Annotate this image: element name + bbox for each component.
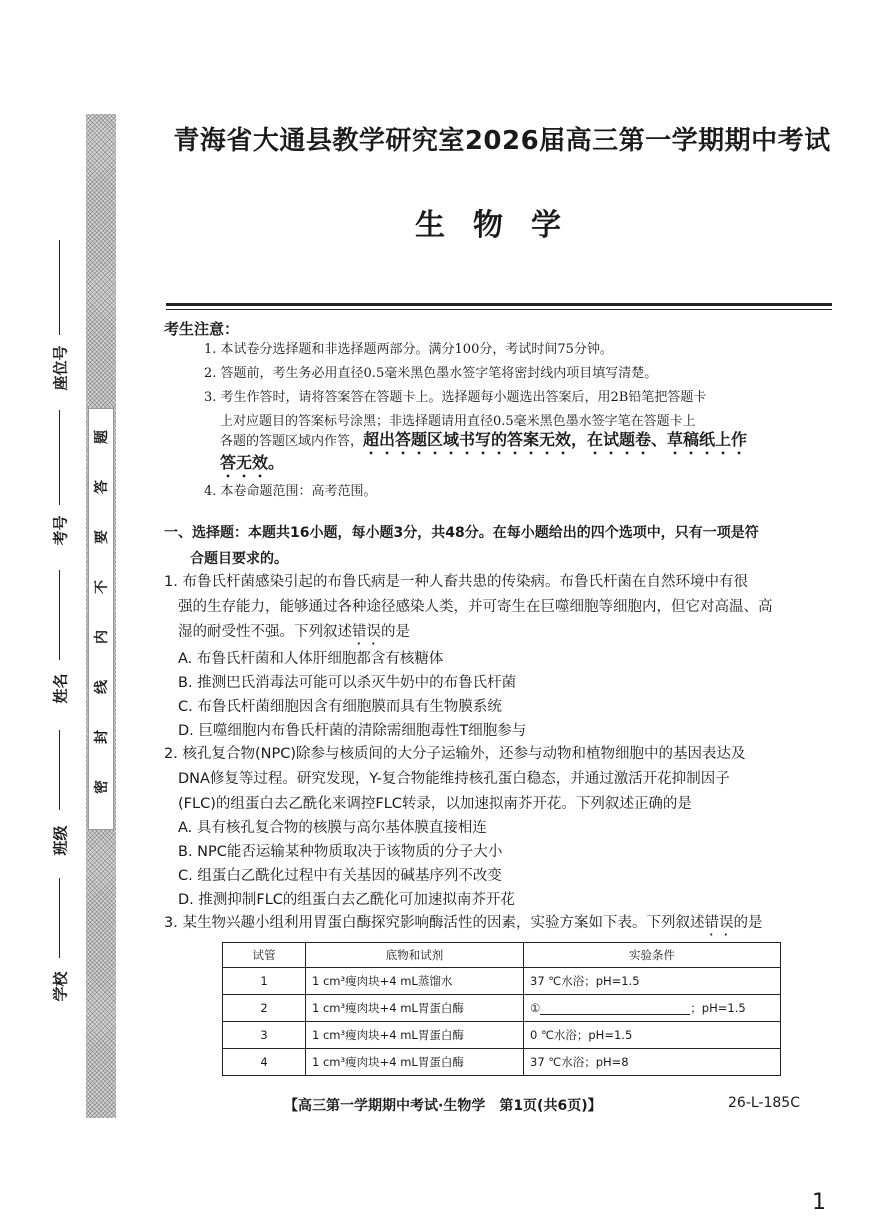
seal-char: 不 (94, 580, 110, 594)
notice-heading: 考生注意： (164, 320, 240, 338)
notice-emphasis: 超出答题区域书写的答案无效，在试题卷、草稿纸上作 (363, 430, 748, 449)
footer-info: 【高三第一学期期中考试·生物学 第1页(共6页)】 (284, 1098, 602, 1114)
experiment-table (222, 942, 781, 1076)
question-1 (164, 570, 834, 648)
name-label: 姓名 (51, 673, 70, 704)
tube-cell: 1 (223, 968, 306, 995)
header-rule (166, 303, 832, 306)
column-header: 底物和试剂 (306, 943, 524, 968)
seal-char: 封 (94, 730, 110, 744)
subject-title: 生物学 (415, 208, 589, 243)
blank-marker: ① (530, 1001, 541, 1015)
table-row (223, 968, 781, 995)
seal-char: 要 (94, 530, 110, 544)
seal-notice (88, 408, 114, 830)
question-line: 1. 布鲁氏杆菌感染引起的布鲁氏病是一种人畜共患的传染病。布鲁氏杆菌在自然环境中有很 (164, 574, 748, 590)
class-field[interactable] (40, 730, 80, 860)
section-heading-line: 一、选择题：本题共16小题，每小题3分，共48分。在每小题给出的四个选项中，只有一项是符 (164, 525, 759, 541)
exam-no-blank-line[interactable] (59, 410, 60, 505)
question-line (164, 620, 834, 648)
question-line: DNA修复等过程。研究发现，Y-复合物能维持核孔蛋白稳态，并通过激活开花抑制因子 (178, 771, 730, 787)
emphasis-word: 错误 (352, 624, 381, 640)
option-a[interactable]: A. 布鲁氏杆菌和人体肝细胞都含有核糖体 (178, 651, 444, 667)
question-text: 的是 (733, 915, 763, 931)
header-rule (166, 309, 832, 310)
fill-blank[interactable] (540, 1002, 690, 1015)
question-text: 3. 某生物兴趣小组利用胃蛋白酶探究影响酶活性的因素，实验方案如下表。下列叙述 (164, 915, 705, 931)
seat-label: 座位号 (51, 345, 70, 391)
option-b[interactable]: B. 推测巴氏消毒法可能可以杀灭牛奶中的布鲁氏杆菌 (178, 675, 517, 691)
section-heading-line: 合题目要求的。 (190, 551, 288, 567)
notice-item (204, 386, 834, 410)
name-blank-line[interactable] (59, 570, 60, 660)
question-2 (164, 742, 834, 817)
column-header: 试管 (223, 943, 306, 968)
question-line: (FLC)的组蛋白去乙酰化来调控FLC转录，以加速拟南芥开花。下列叙述正确的是 (178, 796, 692, 812)
notice-item: 4. 本卷命题范围：高考范围。 (204, 484, 377, 499)
option-b[interactable]: B. NPC能否运输某种物质取决于该物质的分子大小 (178, 844, 503, 860)
table-row (223, 995, 781, 1022)
seal-char: 线 (94, 680, 110, 694)
school-field[interactable] (40, 878, 80, 1008)
condition-cell: 37 ℃水浴；pH=8 (524, 1049, 781, 1076)
reagent-cell: 1 cm³瘦肉块+4 mL蒸馏水 (306, 968, 524, 995)
section-heading (164, 520, 834, 572)
condition-cell: 0 ℃水浴；pH=1.5 (524, 1022, 781, 1049)
exam-no-field[interactable] (40, 410, 80, 560)
notice-text: 各题的答题区域内作答， (220, 434, 364, 449)
table-row (223, 1022, 781, 1049)
option-c[interactable]: C. 布鲁氏杆菌细胞因含有细胞膜而具有生物膜系统 (178, 699, 502, 715)
question-3 (164, 911, 834, 939)
page-number: 1 (812, 1190, 826, 1215)
option-a[interactable]: A. 具有核孔复合物的核膜与高尔基体膜直接相连 (178, 820, 487, 836)
option-d[interactable]: D. 巨噬细胞内布鲁氏杆菌的清除需细胞毒性T细胞参与 (178, 723, 527, 739)
tube-cell: 4 (223, 1049, 306, 1076)
notice-item: 2. 答题前，考生务必用直径0.5毫米黑色墨水签字笔将密封线内项目填写清楚。 (204, 366, 658, 381)
seat-field[interactable] (40, 240, 80, 400)
exam-no-label: 考号 (51, 515, 70, 546)
notice-item: 上对应题目的答案标号涂黑；非选择题请用直径0.5毫米黑色墨水签字笔在答题卡上 (220, 414, 696, 429)
condition-cell (524, 995, 781, 1022)
school-blank-line[interactable] (59, 878, 60, 958)
reagent-cell: 1 cm³瘦肉块+4 mL胃蛋白酶 (306, 995, 524, 1022)
class-label: 班级 (51, 825, 70, 856)
footer-code: 26-L-185C (728, 1095, 800, 1111)
class-blank-line[interactable] (59, 730, 60, 810)
reagent-cell: 1 cm³瘦肉块+4 mL胃蛋白酶 (306, 1049, 524, 1076)
question-line: 强的生存能力，能够通过各种途径感染人类，并可寄生在巨噬细胞等细胞内，但它对高温、高 (178, 599, 773, 615)
option-c[interactable]: C. 组蛋白乙酰化过程中有关基因的碱基序列不改变 (178, 868, 502, 884)
condition-cell: 37 ℃水浴；pH=1.5 (524, 968, 781, 995)
school-label: 学校 (51, 971, 70, 1002)
question-line: 2. 核孔复合物(NPC)除参与核质间的大分子运输外，还参与动物和植物细胞中的基因表达及 (164, 746, 746, 762)
emphasis-word: 错误 (704, 915, 734, 931)
seal-char: 内 (94, 630, 110, 644)
seal-char: 答 (94, 480, 110, 494)
tube-cell: 2 (223, 995, 306, 1022)
name-field[interactable] (40, 570, 80, 720)
option-d[interactable]: D. 推测抑制FLC的组蛋白去乙酰化可加速拟南芥开花 (178, 892, 515, 908)
notice-item (220, 452, 850, 481)
condition-text: ；pH=1.5 (690, 1001, 746, 1015)
notice-item: 1. 本试卷分选择题和非选择题两部分。满分100分，考试时间75分钟。 (204, 342, 613, 357)
table-row (223, 1049, 781, 1076)
seal-char: 密 (94, 780, 110, 794)
column-header: 实验条件 (524, 943, 781, 968)
seat-blank-line[interactable] (59, 240, 60, 335)
notice-text: 3. 考生作答时，请将答案答在答题卡上。选择题每小题选出答案后，用2B铅笔把答题卡 (204, 390, 707, 405)
question-text: 的是 (381, 624, 410, 640)
table-header-row (223, 943, 781, 968)
seal-char: 题 (94, 430, 110, 444)
notice-emphasis: 答无效。 (220, 453, 285, 472)
reagent-cell: 1 cm³瘦肉块+4 mL胃蛋白酶 (306, 1022, 524, 1049)
exam-title: 青海省大通县教学研究室2026届高三第一学期期中考试 (173, 126, 831, 156)
tube-cell: 3 (223, 1022, 306, 1049)
question-text: 湿的耐受性不强。下列叙述 (178, 624, 352, 640)
